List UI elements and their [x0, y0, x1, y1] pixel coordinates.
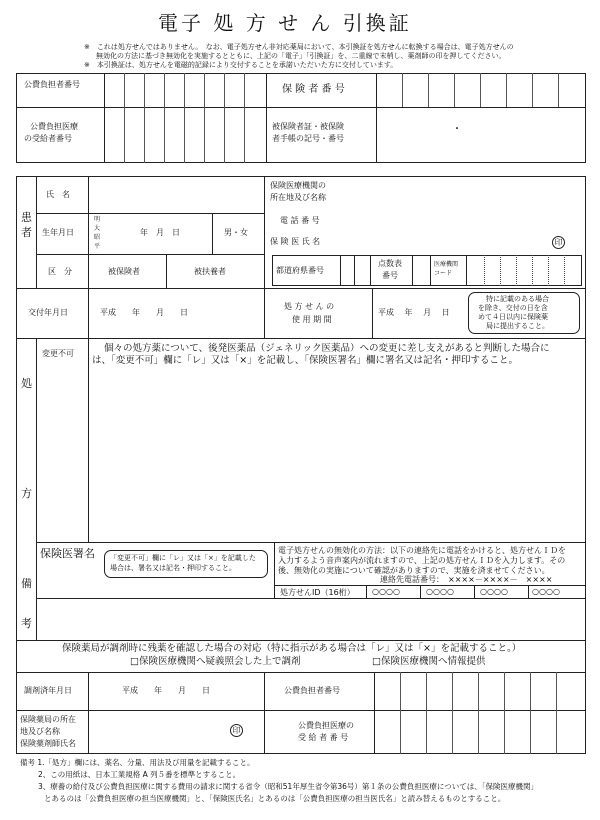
birthdate-ymd: 年 月 日 — [140, 228, 180, 237]
rx-id-group-2: ○○○○ — [426, 587, 454, 596]
generic-note-line-1: 個々の処方薬について、後発医薬品（ジェネリック医薬品）への変更に差し支えがあると判断した場合に — [104, 343, 550, 354]
no-change-label: 変更不可 — [42, 349, 74, 358]
prefecture-number-label: 都道府県番号 — [276, 266, 324, 275]
notice-line-3: ※ 本引換証は、処方せんを電磁的記録により交付することを承諾いただいた方に交付しています。 — [84, 61, 398, 69]
invalidation-line-1: 電子処方せんの無効化の方法：以下の連絡先に電話をかけると、処方せんＩＤを — [278, 546, 566, 555]
rx-id-group-1: ○○○○ — [372, 587, 400, 596]
insured-card-separator: ・ — [452, 124, 462, 135]
validity-value: 平成 年 月 日 — [378, 308, 450, 317]
footnote-2: 2、この用紙は、日本工業規格 A 列５番を標準とすること。 — [38, 770, 241, 779]
validity-note-line-1: 特に記載のある場合 — [486, 295, 549, 303]
signature-note-line-1: 「変更不可」欄に「レ」又は「×」を記載した — [110, 554, 256, 562]
response-option-inquiry[interactable]: □保険医療機関へ疑義照会した上で調剤 — [130, 656, 301, 667]
pharmacy-label-1: 保険薬局の所在 — [20, 715, 76, 724]
gender-options: 男・女 — [224, 228, 248, 237]
dispense-date-value: 平成 年 月 日 — [122, 686, 210, 695]
recipient-number-label-2: の受給者番号 — [24, 134, 72, 143]
score-table-label-2: 番号 — [382, 271, 398, 280]
insured-card-label-1: 被保険者証・被保険 — [272, 122, 344, 131]
payer-number-label: 公費負担者番号 — [24, 80, 80, 89]
remarks-section-label-2: 考 — [21, 617, 32, 630]
name-label: 氏 名 — [46, 190, 70, 199]
rx-id-group-4: ○○○○ — [532, 587, 560, 596]
patient-section-label: 患者 — [21, 211, 32, 239]
validity-note-line-2: を除き、交付の日を含 — [478, 304, 548, 312]
era-options: 明大昭平 — [94, 216, 101, 250]
notice-line-2: 無効化の方法に基づき無効化を実施するとともに、上記の「電子」「引換証」を、二重線で末梢し、薬剤師の印を押してください。 — [96, 52, 506, 60]
dispense-recipient-label-2: 受 給 者 番 号 — [298, 733, 349, 742]
footnote-1: 備考 1.「処方」欄には、薬名、分量、用法及び用量を記載すること。 — [20, 758, 255, 767]
notice-line-1: ※ これは処方せんではありません。 なお、電子処方せん非対応薬局において、本引換証を処方せんに転換する場合は、電子処方せんの — [84, 43, 514, 51]
signature-note-line-2: 場合は、署名又は記名・押印すること。 — [110, 564, 236, 572]
validity-label-1: 処 方 せ ん の — [284, 302, 335, 311]
dispense-date-label: 調剤済年月日 — [24, 686, 72, 695]
invalidation-line-3: 後、無効化の実施について確認がありますので、実施を済ませてください。 — [278, 566, 550, 575]
issue-date-label: 交付年月日 — [28, 308, 68, 317]
insured-card-label-2: 者手帳の記号・番号 — [272, 134, 344, 143]
generic-note-line-2: は、「変更不可」欄に「レ」又は「×」を記載し、「保険医署名」欄に署名又は記名・押印すること。 — [92, 355, 518, 366]
doctor-signature-label: 保険医署名 — [40, 547, 95, 560]
validity-label-2: 使 用 期 間 — [292, 315, 332, 324]
insurer-number-label: 保 険 者 番 号 — [282, 84, 345, 95]
birthdate-label: 生年月日 — [42, 228, 74, 237]
institution-code-label-2: コード — [434, 270, 453, 277]
doctor-name-label: 保 険 医 氏 名 — [270, 237, 321, 246]
validity-note-line-3: めて４日以内に保険薬 — [478, 313, 548, 321]
issue-date-value: 平成 年 月 日 — [100, 308, 188, 317]
remarks-section-label-1: 備 — [21, 577, 32, 590]
dispense-payer-number-label: 公費負担者番号 — [284, 686, 340, 695]
pharmacist-seal-mark: 印 — [230, 724, 243, 737]
page-title: 電子 処 方 せ ん 引換証 — [158, 11, 412, 35]
footnote-3: 3、療養の給付及び公費負担医療に関する費用の請求に関する省令（昭和51年厚生省令第36号）第１条の公費負担医療については、「保険医療機関」 — [38, 782, 538, 791]
validity-note-line-4: 局に提出すること。 — [486, 322, 549, 330]
pharmacy-response-note: 保険薬局が調剤時に残薬を確認した場合の対応（特に指示がある場合は「レ」又は「×」を記載すること。） — [62, 643, 522, 654]
doctor-seal-mark: 印 — [552, 236, 565, 249]
footnote-4: とあるのは「公費負担医療の担当医療機関」と、「保険医氏名」とあるのは「公費負担医療の担当医氏名」と読み替えるものとすること。 — [44, 794, 506, 803]
phone-label: 電 話 番 号 — [280, 216, 320, 225]
institution-code-label-1: 医療機関 — [434, 261, 459, 268]
prescription-section-label-2: 方 — [21, 487, 32, 500]
dependent-option: 被扶養者 — [194, 267, 226, 276]
institution-address-label-2: 所在地及び名称 — [270, 193, 326, 202]
insured-option: 被保険者 — [108, 267, 140, 276]
prescription-section-label-1: 処 — [21, 377, 32, 390]
pharmacy-label-2: 地及び名称 — [20, 727, 60, 736]
rx-id-label: 処方せんID（16桁） — [280, 588, 355, 597]
pharmacy-label-3: 保険薬剤師氏名 — [20, 739, 76, 748]
invalidation-line-2: 入力するよう音声案内が流れますので、上記の処方せんＩＤを入力します。その — [278, 556, 566, 565]
dispense-recipient-label-1: 公費負担医療の — [298, 721, 354, 730]
institution-address-label-1: 保険医療機関の — [270, 181, 326, 190]
category-label: 区 分 — [48, 267, 72, 276]
contact-phone: 連絡先電話番号： ××××－××××－ ×××× — [380, 575, 553, 584]
score-table-label-1: 点数表 — [378, 259, 402, 268]
recipient-number-label-1: 公費負担医療 — [30, 122, 78, 131]
rx-id-group-3: ○○○○ — [480, 587, 508, 596]
response-option-info[interactable]: □保険医療機関へ情報提供 — [372, 656, 486, 667]
